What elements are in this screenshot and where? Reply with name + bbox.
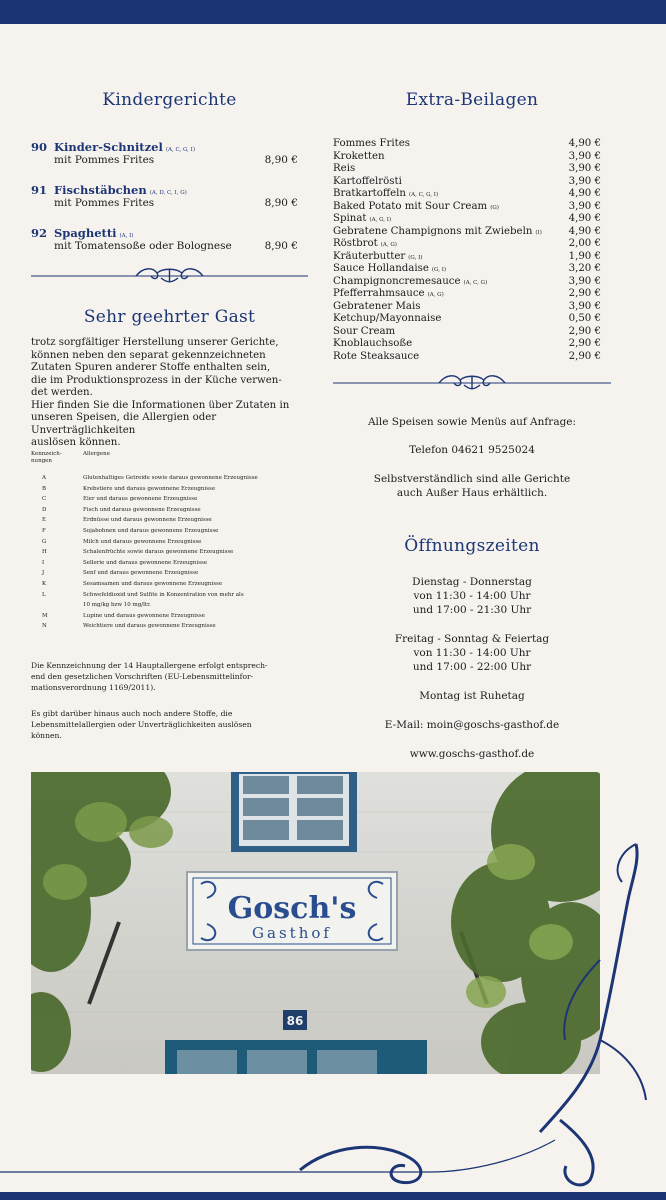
allergen-description: Weichtiere und daraus gewonnene Erzeugnisse — [83, 623, 216, 630]
side-dish-allergens: (A, G, I) — [369, 217, 392, 223]
allergen-row — [31, 515, 308, 526]
side-dish-name: Spinat — [333, 213, 367, 224]
side-dish-name: Kartoffelrösti — [333, 175, 402, 187]
side-dish-price: 4,90 € — [568, 213, 601, 224]
allergen-description: Glutenhaltiges Getreide sowie daraus gewonnene Erzeugnisse — [83, 475, 258, 481]
side-dish-name: Knoblauchsoße — [333, 338, 413, 349]
allergen-code: J — [42, 570, 45, 577]
side-dish-name: Sauce Hollandaise — [333, 263, 429, 274]
item-name: Fischstäbchen (A, D, C, I, G) — [54, 183, 187, 197]
flourish-ornament — [0, 840, 666, 1192]
side-dish-price: 3,90 € — [568, 163, 601, 174]
side-dish-row — [333, 188, 601, 201]
menu-item — [31, 226, 308, 269]
allergen-code: F — [42, 527, 46, 534]
opening-hours-weekdays: Dienstag - Donnerstag von 11:30 - 14:00 Uhr und 17:00 - 21:30 Uhr — [412, 576, 532, 616]
side-dish-price: 3,90 € — [568, 275, 601, 287]
allergen-code: L — [42, 591, 46, 598]
allergen-row — [31, 568, 308, 579]
side-dish-name: Champignoncremesauce — [333, 275, 461, 287]
allergen-description: Schalenfrüchte sowie daraus gewonnene Erzeugnisse — [83, 549, 234, 556]
side-dish-row — [333, 151, 601, 164]
allergen-code: K — [42, 580, 47, 587]
side-dish-price: 2,90 € — [568, 288, 601, 299]
allergen-description: Erdnüsse und daraus gewonnene Erzeugnisse — [83, 517, 212, 524]
item-description: mit Pommes Frites — [54, 154, 155, 166]
allergen-description: Milch und daraus gewonnene Erzeugnisse — [83, 538, 202, 545]
item-allergens: (A, C, G, I) — [165, 147, 195, 153]
kindergerichte-title: Kindergerichte — [102, 90, 237, 110]
oeffnungszeiten-title: Öffnungszeiten — [404, 536, 540, 556]
allergen-row — [31, 558, 308, 569]
side-dish-row — [333, 313, 601, 326]
menu-item — [31, 183, 308, 226]
side-dish-row — [333, 213, 601, 226]
side-dish-name: Rote Steaksauce — [333, 350, 420, 362]
beilagen-list — [333, 138, 601, 363]
side-dish-name: Gebratene Champignons mit Zwiebeln — [333, 225, 533, 237]
side-dish-name: Kroketten — [333, 150, 385, 162]
side-dish-price: 4,90 € — [568, 138, 601, 149]
allergen-code: D — [42, 506, 47, 513]
allergen-row — [31, 505, 308, 516]
side-dish-allergens: (A, G) — [380, 242, 397, 248]
side-dish-price: 2,90 € — [568, 338, 601, 349]
side-dish-price: 4,90 € — [568, 225, 601, 237]
allergen-description: Schwefeldioxid und Sulfite in Konzentration von mehr als — [83, 591, 244, 598]
side-dish-row — [333, 226, 601, 239]
side-dish-name: Sour Cream — [333, 325, 396, 337]
side-dish-allergens: (I) — [535, 229, 542, 236]
ruhetag-text: Montag ist Ruhetag — [419, 690, 525, 702]
sign-name: Gosch's — [227, 891, 357, 926]
side-dish-name: Gebratener Mais — [333, 300, 421, 312]
side-dish-row — [333, 301, 601, 314]
side-dish-row — [333, 338, 601, 351]
item-number: 91 — [31, 183, 48, 197]
allergen-code: B — [42, 485, 47, 492]
menu-item — [31, 140, 308, 183]
item-name: Spaghetti (A, I) — [54, 226, 134, 240]
allergen-row — [31, 621, 308, 632]
kindergerichte-list — [31, 140, 308, 269]
side-dish-price: 3,90 € — [568, 175, 601, 187]
side-dish-price: 3,90 € — [568, 150, 601, 162]
ornament-divider — [31, 264, 308, 286]
item-price: 8,90 € — [264, 154, 298, 166]
telefon-text: Telefon 04621 9525024 — [409, 444, 535, 456]
side-dish-price: 3,20 € — [568, 263, 601, 274]
side-dish-name: Baked Potato mit Sour Cream — [333, 200, 488, 212]
side-dish-row — [333, 351, 601, 364]
side-dish-allergens: (A, G) — [427, 292, 444, 298]
allergen-row — [31, 473, 308, 484]
allergen-note: Die Kennzeichnung der 14 Hauptallergene erfolgt entsprech- end den gesetzlichen Vorschriften (EU-Lebensmittelinfor- mationsverordnung 1169/2011). — [31, 661, 268, 692]
anfrage-text: Alle Speisen sowie Menüs auf Anfrage: — [367, 416, 577, 428]
side-dish-name: Fommes Frites — [333, 138, 411, 149]
website-link[interactable]: www.goschs-gasthof.de — [409, 748, 535, 760]
item-price: 8,90 € — [264, 197, 298, 209]
allergen-note-2: Es gibt darüber hinaus auch noch andere Stoffe, die Lebensmittelallergien oder Unverträglichkeiten auslösen können. — [31, 709, 252, 740]
allergen-description: Eier und daraus gewonnene Erzeugnisse — [83, 496, 198, 503]
side-dish-price: 4,90 € — [568, 188, 601, 199]
item-name: Kinder-Schnitzel (A, C, G, I) — [54, 140, 195, 154]
side-dish-price: 3,90 € — [568, 200, 601, 212]
allergen-description: Senf und daraus gewonnene Erzeugnisse — [83, 570, 199, 577]
allergen-row — [31, 590, 308, 601]
item-description: mit Tomatensoße oder Bolognese — [54, 240, 232, 252]
side-dish-row — [333, 251, 601, 264]
side-dish-allergens: (G) — [490, 204, 499, 211]
side-dish-row — [333, 201, 601, 214]
side-dish-price: 3,90 € — [568, 300, 601, 312]
side-dish-allergens: (A, C, G) — [463, 279, 488, 286]
side-dish-name: Kräuterbutter — [333, 250, 406, 262]
side-dish-row — [333, 326, 601, 339]
allergen-code: N — [42, 623, 47, 630]
allergen-description: Sesamsamen und daraus gewonnene Erzeugnisse — [83, 580, 223, 587]
allergen-code: I — [42, 559, 45, 566]
item-allergens: (A, I) — [119, 233, 134, 239]
gast-text: trotz sorgfältiger Herstellung unserer Gerichte, können neben den separat gekennzeichneten Zutaten Spuren anderer Stoffe enthalten sein, die im Produktionsprozess in der Küche verwen- det werden. Hier finden Sie die Informationen über Zutaten in unseren Speisen, die Allergien oder Unverträglichkeiten auslösen können. — [31, 337, 290, 448]
side-dish-price: 2,00 € — [568, 238, 601, 249]
allergen-description: Krebstiere und daraus gewonnene Erzeugnisse — [83, 485, 216, 492]
allergen-code: A — [42, 475, 46, 481]
side-dish-row — [333, 288, 601, 301]
side-dish-name: Pfefferrahmsauce — [333, 288, 425, 299]
side-dish-name: Röstbrot — [333, 238, 378, 249]
allergen-code: C — [42, 496, 47, 503]
allergen-description: Fisch und daraus gewonnene Erzeugnisse — [83, 506, 201, 513]
side-dish-allergens: (A, C, G, I) — [408, 192, 439, 198]
beilagen-title: Extra-Beilagen — [405, 90, 539, 110]
right-column — [333, 90, 611, 760]
side-dish-allergens: (G, I) — [431, 267, 447, 273]
item-description: mit Pommes Frites — [54, 197, 155, 209]
opening-hours-weekend: Freitag - Sonntag & Feiertag von 11:30 - 14:00 Uhr und 17:00 - 22:00 Uhr — [394, 633, 550, 673]
side-dish-price: 2,90 € — [568, 325, 601, 337]
side-dish-row — [333, 238, 601, 251]
side-dish-price: 2,90 € — [568, 350, 601, 362]
gast-title: Sehr geehrter Gast — [83, 307, 256, 327]
item-number: 92 — [31, 226, 48, 240]
allergen-row — [31, 484, 308, 495]
bottom-band — [0, 1192, 666, 1200]
side-dish-row — [333, 163, 601, 176]
side-dish-row — [333, 138, 601, 151]
allergen-description: Lupine und daraus gewonnene Erzeugnisse — [83, 612, 205, 619]
side-dish-row — [333, 263, 601, 276]
left-column — [31, 90, 308, 740]
side-dish-row — [333, 176, 601, 189]
item-price: 8,90 € — [264, 240, 298, 252]
allergen-row — [31, 600, 308, 611]
side-dish-price: 1,90 € — [568, 250, 601, 262]
house-number: 86 — [286, 1014, 304, 1028]
side-dish-price: 0,50 € — [568, 313, 601, 324]
allergen-code: H — [42, 549, 47, 556]
allergen-description: Sojabohnen und daraus gewonnene Erzeugnisse — [83, 527, 219, 534]
side-dish-name: Reis — [333, 163, 356, 174]
allergen-row — [31, 579, 308, 590]
allergen-row — [31, 494, 308, 505]
allergen-row — [31, 537, 308, 548]
table-head-desc: Allergene — [83, 451, 110, 457]
table-head-code: Kennzeich- nungen — [31, 451, 62, 464]
side-dish-name: Ketchup/Mayonnaise — [333, 313, 442, 324]
allergen-description: 10 mg/kg bzw 10 mg/ltr. — [83, 602, 151, 609]
allergen-code: E — [42, 517, 47, 524]
ornament-divider — [333, 372, 611, 394]
allergen-code — [31, 600, 83, 611]
item-allergens: (A, D, C, I, G) — [149, 190, 187, 196]
side-dish-name: Bratkartoffeln — [333, 188, 406, 199]
allergen-code: M — [42, 612, 48, 619]
sign-subtitle: Gasthof — [252, 924, 332, 942]
side-dish-row — [333, 276, 601, 289]
ausser-haus-text: Selbstverständlich sind alle Gerichte auch Außer Haus erhältlich. — [373, 473, 571, 499]
top-band — [0, 0, 666, 24]
email-link[interactable]: E-Mail: moin@goschs-gasthof.de — [384, 719, 560, 731]
allergen-table — [31, 451, 308, 632]
allergen-row — [31, 526, 308, 537]
allergen-description: Sellerie und daraus gewonnene Erzeugnisse — [83, 559, 208, 566]
allergen-code: G — [42, 538, 47, 545]
item-number: 90 — [31, 140, 48, 154]
side-dish-allergens: (G, I) — [408, 254, 423, 261]
allergen-row — [31, 611, 308, 622]
allergen-row — [31, 547, 308, 558]
